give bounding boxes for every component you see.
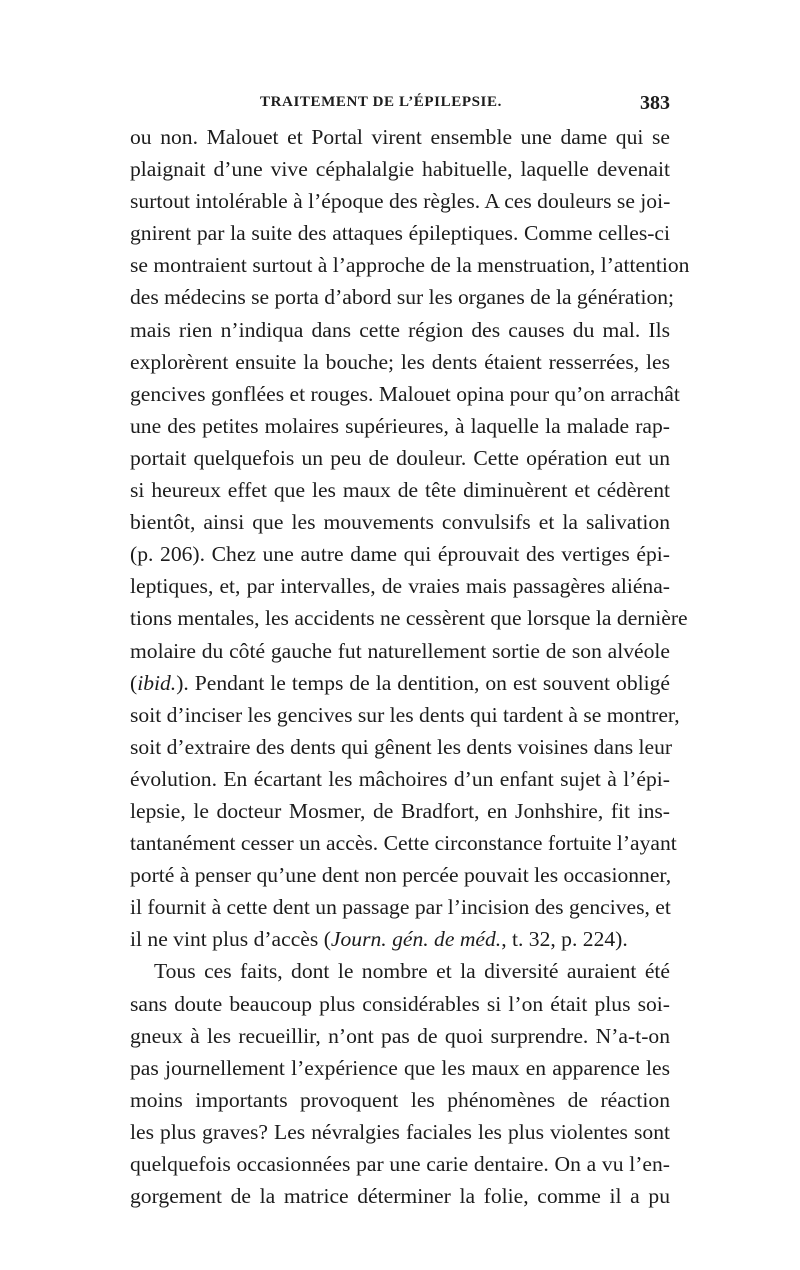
text-line: mais rien n’indiqua dans cette région des causes du mal. Ils	[130, 317, 670, 342]
text-line: leptiques, et, par intervalles, de vraies mais passagères aliéna-	[130, 574, 670, 599]
text-line: (p. 206). Chez une autre dame qui éprouvait des vertiges épi-	[130, 542, 670, 567]
text-line: gneux à les recueillir, n’ont pas de quoi surprendre. N’a-t-on	[130, 1023, 670, 1048]
text-line: pas journellement l’expérience que les maux en apparence les	[130, 1055, 670, 1080]
text-line: évolution. En écartant les mâchoires d’un enfant sujet à l’épi-	[130, 766, 670, 791]
text-line: porté à penser qu’une dent non percée pouvait les occasionner,	[130, 863, 672, 888]
text-line: lepsie, le docteur Mosmer, de Bradfort, en Jonhshire, fit ins-	[130, 798, 670, 823]
line-start: il ne vint plus d’accès (	[130, 927, 331, 952]
text-line-with-citation	[130, 667, 670, 699]
italic-citation: Journ. gén. de méd.	[330, 927, 502, 952]
line-rest: , t. 32, p. 224).	[501, 927, 628, 952]
text-line: gencives gonflées et rouges. Malouet opina pour qu’on arrachât	[130, 381, 680, 406]
text-line: il fournit à cette dent un passage par l’incision des gencives, et	[130, 895, 671, 920]
text-line: ou non. Malouet et Portal virent ensemble une dame qui se	[130, 125, 670, 149]
running-title: TRAITEMENT DE L’ÉPILEPSIE.	[260, 94, 502, 110]
text-line: portait quelquefois un peu de douleur. Cette opération eut un	[130, 445, 670, 470]
running-head	[130, 94, 670, 120]
line-rest: ). Pendant le temps de la dentition, on est souvent obligé	[176, 670, 670, 695]
text-line: tions mentales, les accidents ne cessèrent que lorsque la dernière	[130, 606, 688, 631]
text-line: gnirent par la suite des attaques épileptiques. Comme celles-ci	[130, 221, 670, 246]
text-line: des médecins se porta d’abord sur les organes de la génération;	[130, 285, 675, 310]
text-line: molaire du côté gauche fut naturellement sortie de son alvéole	[130, 638, 670, 663]
text-line: bientôt, ainsi que les mouvements convulsifs et la salivation	[130, 510, 670, 535]
text-line: soit d’inciser les gencives sur les dents qui tardent à se montrer,	[130, 702, 680, 727]
text-line: tantanément cesser un accès. Cette circonstance fortuite l’ayant	[130, 831, 677, 856]
text-line: plaignait d’une vive céphalalgie habituelle, laquelle devenait	[130, 157, 670, 182]
body-text	[130, 121, 690, 1212]
text-line: sans doute beaucoup plus considérables si l’on était plus soi-	[130, 991, 670, 1016]
text-line: les plus graves? Les névralgies faciales les plus violentes sont	[130, 1119, 670, 1144]
text-line: quelquefois occasionnées par une carie dentaire. On a vu l’en-	[130, 1152, 670, 1176]
open-paren: (	[130, 670, 138, 695]
text-line: soit d’extraire des dents qui gênent les dents voisines dans leur	[130, 734, 673, 759]
paragraph-end-line	[130, 923, 670, 955]
page-number: 383	[640, 92, 670, 114]
text-line: se montraient surtout à l’approche de la menstruation, l’attention	[130, 253, 690, 278]
text-line: si heureux effet que les maux de tête diminuèrent et cédèrent	[130, 478, 670, 503]
paragraph-first-line: Tous ces faits, dont le nombre et la diversité auraient été	[154, 959, 670, 984]
italic-citation: ibid.	[137, 670, 177, 695]
text-line: explorèrent ensuite la bouche; les dents étaient resserrées, les	[130, 349, 670, 374]
text-line: une des petites molaires supérieures, à laquelle la malade rap-	[130, 413, 670, 438]
text-line: gorgement de la matrice déterminer la folie, comme il a pu	[130, 1184, 670, 1209]
text-line: moins importants provoquent les phénomènes de réaction	[130, 1087, 670, 1112]
text-line: surtout intolérable à l’époque des règles. A ces douleurs se joi-	[130, 189, 671, 214]
